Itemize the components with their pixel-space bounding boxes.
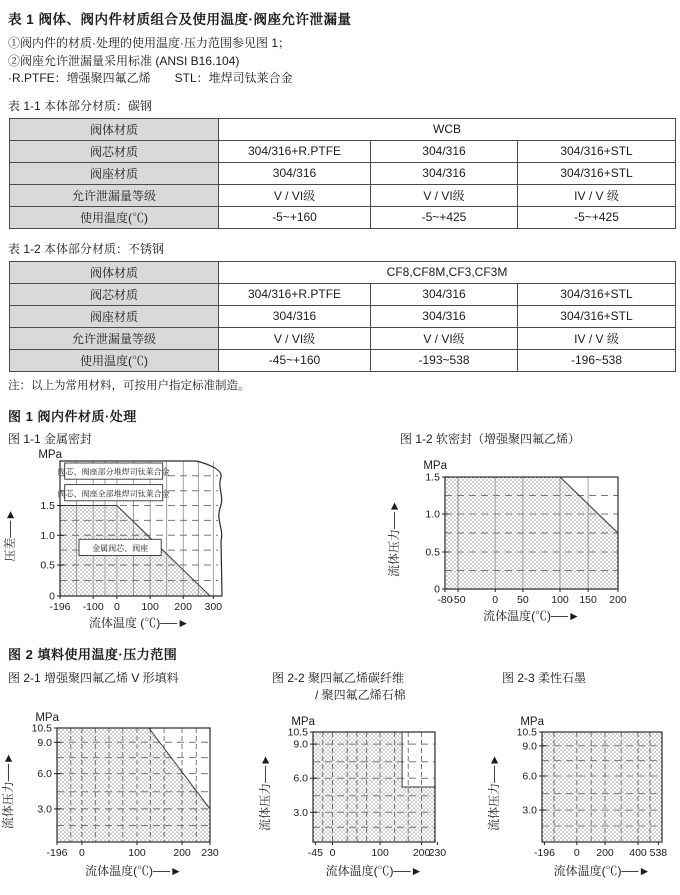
fig2-2-svg [257, 715, 449, 880]
row-label-cell: 阀座材质 [10, 305, 219, 327]
svg-text:150: 150 [579, 593, 597, 606]
row-label-cell: 阀芯材质 [10, 283, 219, 305]
row-label-cell: 使用温度(℃) [10, 349, 219, 371]
svg-text:100: 100 [128, 846, 146, 859]
svg-text:200: 200 [173, 846, 191, 859]
materials-table-stainless-steel [9, 261, 676, 372]
svg-text:MPa: MPa [38, 448, 62, 461]
row-label-cell: 阀体材质 [10, 118, 219, 140]
table-cell: 304/316+R.PTFE [219, 140, 371, 162]
figure-2-2-caption-line2: / 聚四氟乙烯石棉 [315, 687, 406, 702]
svg-text:6.0: 6.0 [293, 772, 308, 785]
svg-text:400: 400 [629, 846, 647, 859]
svg-text:100: 100 [551, 593, 569, 606]
fig1-2-svg [386, 451, 632, 625]
note-line-2: ②阀座允许泄漏量采用标准 (ANSI B16.104) [8, 53, 240, 68]
table-1-2-caption: 表 1-2 本体部分材质：不锈钢 [8, 241, 165, 256]
svg-text:10.5: 10.5 [287, 726, 308, 738]
table-cell: 304/316+STL [518, 140, 676, 162]
table-row [10, 349, 676, 371]
table-cell: IV / V 级 [518, 184, 676, 206]
svg-text:0: 0 [329, 846, 336, 859]
svg-text:流体温度 (℃)──►: 流体温度 (℃)──► [88, 615, 190, 630]
svg-text:230: 230 [201, 846, 219, 859]
row-label-cell: 阀座材质 [10, 162, 219, 184]
table-cell: -5~+160 [219, 206, 371, 228]
svg-text:3.0: 3.0 [37, 802, 52, 815]
svg-text:200: 200 [596, 846, 614, 859]
figure-1-title: 图 1 阀内件材质·处理 [8, 408, 137, 424]
table-cell: 304/316 [219, 162, 371, 184]
svg-text:0: 0 [492, 593, 499, 606]
table-cell: -196~538 [518, 349, 676, 371]
table-footnote: 注：以上为常用材料，可按用户指定标准制造。 [8, 379, 250, 392]
svg-text:流体压力──►: 流体压力──► [387, 499, 401, 577]
svg-text:流体温度(℃)──►: 流体温度(℃)──► [483, 608, 580, 623]
fig2-1-svg [0, 711, 226, 880]
note-line-3: ·R.PTFE：增强聚四氟乙烯 STL：堆焊司钛莱合金 [8, 71, 293, 85]
table-cell: 304/316 [371, 140, 518, 162]
svg-text:6.0: 6.0 [522, 770, 537, 782]
svg-text:1.5: 1.5 [40, 499, 55, 512]
fig1-1-svg [2, 448, 236, 632]
chart-ptfe-carbon-fiber [257, 715, 449, 885]
svg-text:0: 0 [113, 600, 120, 613]
table-cell: 304/316+R.PTFE [219, 283, 371, 305]
table-cell: 304/316+STL [518, 283, 676, 305]
svg-text:-196: -196 [49, 600, 71, 613]
svg-text:流体温度(℃)──►: 流体温度(℃)──► [85, 863, 182, 878]
figure-2-3-caption: 图 2-3 柔性石墨 [502, 670, 587, 685]
figure-1-area [3, 425, 674, 631]
svg-text:0: 0 [49, 590, 55, 602]
table-cell: -45~+160 [219, 349, 371, 371]
chart-rptfe-v-packing [0, 711, 226, 885]
table-cell: WCB [219, 118, 676, 140]
table-1-1-caption: 表 1-1 本体部分材质：碳钢 [8, 98, 153, 113]
doc-title: 表 1 阀体、阀内件材质组合及使用温度·阀座允许泄漏量 [8, 12, 352, 27]
table-cell: 304/316 [371, 305, 518, 327]
svg-text:流体压力──►: 流体压力──► [487, 753, 501, 831]
table-cell: 304/316+STL [518, 305, 676, 327]
svg-text:9.0: 9.0 [293, 738, 308, 751]
svg-text:0.5: 0.5 [40, 559, 55, 571]
chart-metal-seal [2, 448, 236, 637]
table-row [10, 162, 676, 184]
svg-text:200: 200 [174, 600, 192, 613]
svg-text:流体温度(℃)──►: 流体温度(℃)──► [553, 863, 651, 878]
svg-text:300: 300 [204, 600, 223, 613]
table-row [10, 118, 676, 140]
table-cell: CF8,CF8M,CF3,CF3M [219, 261, 676, 283]
svg-text:-196: -196 [46, 846, 68, 859]
row-label-cell: 使用温度(℃) [10, 206, 219, 228]
chart-flexible-graphite [486, 715, 676, 885]
figure-1-2-caption: 图 1-2 软密封（增强聚四氟乙烯） [400, 431, 581, 446]
svg-text:-80: -80 [437, 593, 453, 606]
svg-text:MPa: MPa [35, 711, 59, 724]
svg-text:0.5: 0.5 [425, 546, 440, 558]
row-label-cell: 允许泄漏量等级 [10, 327, 219, 349]
svg-text:压差──►: 压差──► [3, 508, 17, 562]
svg-text:MPa: MPa [520, 715, 544, 728]
row-label-cell: 阀芯材质 [10, 140, 219, 162]
svg-text:3.0: 3.0 [293, 806, 308, 819]
svg-text:-50: -50 [450, 593, 466, 606]
svg-text:-45: -45 [307, 846, 323, 859]
svg-text:6.0: 6.0 [37, 767, 52, 780]
figure-2-area [1, 663, 674, 895]
figure-2-title: 图 2 填料使用温度·压力范围 [8, 646, 178, 662]
table-cell: IV / V 级 [518, 327, 676, 349]
table-cell: V / VI级 [371, 184, 518, 206]
row-label-cell: 阀体材质 [10, 261, 219, 283]
table-cell: V / VI级 [371, 327, 518, 349]
table-cell: 304/316 [371, 162, 518, 184]
note-line-1: ①阀内件的材质·处理的使用温度·压力范围参见图 1； [8, 36, 291, 50]
table-row [10, 140, 676, 162]
table-cell: -193~538 [371, 349, 518, 371]
svg-text:50: 50 [517, 593, 529, 606]
svg-text:MPa: MPa [291, 715, 315, 728]
svg-text:230: 230 [428, 846, 447, 859]
svg-text:1.0: 1.0 [40, 529, 55, 542]
svg-text:10.5: 10.5 [516, 726, 537, 738]
materials-table-carbon-steel [9, 118, 676, 229]
table-cell: -5~+425 [371, 206, 518, 228]
svg-text:1.5: 1.5 [425, 471, 440, 483]
figure-1-1-caption: 图 1-1 金属密封 [8, 431, 93, 446]
table-cell: 304/316+STL [518, 162, 676, 184]
svg-text:538: 538 [649, 846, 668, 859]
svg-text:-100: -100 [82, 600, 104, 613]
svg-text:100: 100 [141, 600, 159, 613]
svg-text:阀芯、阀座部分堆焊司钛莱合金: 阀芯、阀座部分堆焊司钛莱合金 [57, 467, 170, 477]
svg-text:阀芯、阀座全部堆焊司钛莱合金: 阀芯、阀座全部堆焊司钛莱合金 [57, 488, 170, 498]
table-cell: -5~+425 [518, 206, 676, 228]
svg-text:金属阀芯、阀座: 金属阀芯、阀座 [92, 543, 149, 553]
table-cell: V / VI级 [219, 184, 371, 206]
table-row [10, 206, 676, 228]
table-cell: 304/316 [219, 305, 371, 327]
svg-text:100: 100 [371, 846, 389, 859]
figure-2-2-caption-line1: 图 2-2 聚四氟乙烯碳纤维 [272, 670, 405, 685]
table-row [10, 305, 676, 327]
svg-text:10.5: 10.5 [31, 722, 52, 734]
table-row [10, 184, 676, 206]
svg-text:200: 200 [412, 846, 431, 859]
fig2-3-svg [486, 715, 676, 880]
figure-2-1-caption: 图 2-1 增强聚四氟乙烯 V 形填料 [8, 670, 179, 685]
svg-text:0: 0 [78, 846, 85, 859]
chart-soft-seal [386, 451, 632, 630]
svg-text:1.0: 1.0 [425, 508, 440, 520]
table-row [10, 283, 676, 305]
svg-text:0: 0 [434, 583, 440, 595]
svg-text:9.0: 9.0 [37, 736, 52, 749]
svg-text:流体压力──►: 流体压力──► [1, 751, 15, 829]
svg-text:流体温度(℃)──►: 流体温度(℃)──► [325, 863, 423, 878]
row-label-cell: 允许泄漏量等级 [10, 184, 219, 206]
svg-text:9.0: 9.0 [522, 739, 537, 752]
svg-text:3.0: 3.0 [522, 804, 537, 817]
svg-text:200: 200 [609, 593, 627, 606]
svg-text:-196: -196 [533, 846, 555, 859]
svg-text:MPa: MPa [423, 459, 447, 472]
svg-text:0: 0 [573, 846, 580, 859]
table-cell: 304/316 [371, 283, 518, 305]
table-row [10, 327, 676, 349]
svg-text:流体压力──►: 流体压力──► [258, 753, 272, 831]
table-cell: V / VI级 [219, 327, 371, 349]
table-row [10, 261, 676, 283]
